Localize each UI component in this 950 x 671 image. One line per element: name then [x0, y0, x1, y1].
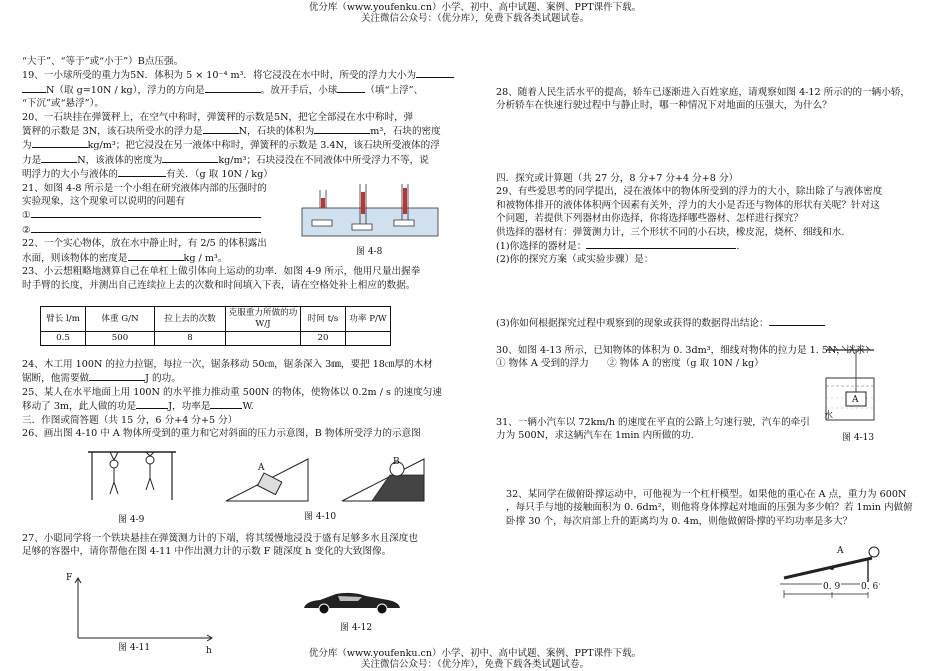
q25-line1: 25、某人在水平地面上用 100N 的水平推力推动重 500N 的物体，使物体以 0.2m / s 的速度匀速 — [22, 386, 442, 398]
q20-blank-5[interactable] — [162, 153, 218, 163]
q29-blank-materials[interactable] — [586, 239, 736, 249]
q20-line1: 20、一石块挂在弹簧秤上，在空气中称时，弹簧秤的示数是5N，把它全部浸在水中称时，弹 — [22, 111, 414, 123]
table-header-cell: 克服重力所做的功 W/J — [226, 307, 301, 332]
q19-line3: “下沉”或“悬浮”）。 — [22, 98, 104, 110]
table-header-row — [41, 307, 391, 332]
q27-line2: 足够的容器中，请你帮他在图 4-11 中作出测力计的示数 F 随深度 h 变化的大致图像。 — [22, 546, 392, 558]
right-column-6 — [506, 488, 936, 528]
q19-blank-1b[interactable] — [22, 83, 46, 93]
figure-4-10-caption: 图 4-10 — [304, 512, 337, 522]
q22-line2: 水面，则该物体的密度是 kg / m³。 — [22, 252, 228, 264]
q23-line1: 23、小云想粗略地测算自己在单杠上做引体向上运动的功率．如图 4-9 所示，他用尺量出握拳 — [22, 266, 421, 278]
figure-4-13-caption: 图 4-13 — [842, 433, 875, 443]
table-header-cell: 体重 G/N — [86, 307, 155, 332]
right-column-5 — [496, 416, 826, 443]
q18-tail: “大于”、“等于”或“小于”）B点压强。 — [22, 56, 184, 67]
figure-4-8-caption: 图 4-8 — [356, 247, 383, 257]
q29-line6: (2)你的探究方案（或实验步骤）是： — [496, 254, 654, 266]
q20-blank-2[interactable] — [314, 124, 370, 134]
q29-line1: 29、有些爱思考的同学提出，浸在液体中的物体所受到的浮力的大小，除出除了与液体密度 — [496, 186, 883, 198]
q29-line3: 个问题，若提供下列器材由你选择，你将选择哪些器材、怎样进行探究？ — [496, 213, 803, 225]
q29-line4: 供选择的器材有：弹簧测力计，三个形状不同的小石块，橡皮泥，烧杯、细线和水. — [496, 226, 845, 238]
q21-blank-2[interactable] — [31, 223, 261, 233]
q25-line2: 移动了 3m，此人做的功是 J，功率是 W. — [22, 401, 254, 413]
q32-line1: 32、某同学在做俯卧撑运动中，可他视为一个杠杆模型。如果他的重心在 A 点，重力为 600N — [506, 489, 907, 500]
q29-line2: 和被物体排开的液体体积两个因素有关外，浮力的大小是否还与物体的形状有关呢？针对这 — [496, 199, 880, 211]
dimension-0-6: 0. 6 — [861, 582, 879, 592]
axis-label-f: F — [66, 573, 73, 583]
figure-4-11-axes[interactable] — [68, 574, 216, 644]
table-row — [41, 332, 391, 346]
dimension-0-9: 0. 9 — [823, 582, 841, 592]
right-column-2 — [496, 172, 936, 267]
q19-blank-1[interactable] — [416, 68, 454, 78]
footer-line-1: 优分库（www.youfenku.cn）小学、初中、高中试题、案例、PPT课件下载。 — [308, 648, 642, 659]
q31-line2: 力为 500N，求这辆汽车在 1min 内所做的功. — [496, 430, 694, 442]
q30-line1: 30、如图 4-13 所示，已知物体的体积为 0. 3dm³，细线对物体的拉力是 1. 5N，试求： — [496, 345, 875, 356]
q28-line2: 分析轿车在快速行驶过程中与静止时，哪一种情况下对地面的压强大，为什么？ — [496, 100, 832, 112]
pushup-label-a: A — [837, 546, 844, 556]
table-cell: 20 — [301, 332, 346, 346]
q29-line7: (3)你如何根据探究过程中观察到的现象或获得的数据得出结论： — [496, 316, 936, 330]
table-header-cell: 拉上去的次数 — [155, 307, 226, 332]
q20-blank-3[interactable] — [32, 138, 88, 148]
q21-line2: 实验现象，这个现象可以说明的问题有 — [22, 196, 186, 208]
q20-line4: 力是 N，该液体的密度为 kg/m³；石块浸没在不同液体中所受浮力不等，说 — [22, 154, 429, 166]
q21-line1: 21、如图 4-8 所示是一个小组在研究液体内部的压强时的 — [22, 182, 267, 194]
q28-line1: 28、随着人民生活水平的提高，轿车已逐渐进入百姓家庭，请观察如图 4-12 所示的的一辆小轿， — [496, 87, 911, 98]
section-3-title: 三．作图或简答题（共 15 分，6 分+4 分+5 分） — [22, 414, 238, 426]
q24-line1: 24、木工用 100N 的拉力拉锯，每拉一次，锯条移动 50㎝，锯条深入 3㎜，要把 18㎝厚的木材 — [22, 359, 433, 370]
figure-4-12-car — [302, 590, 402, 616]
table-cell: 0.5 — [41, 332, 86, 346]
q23-line2: 时手臂的长度，并测出自己连续拉上去的次数和时间填入下表，请在空格处补上相应的数据。 — [22, 279, 416, 291]
q32-line2: ，每只手与地的接触面积为 0. 6dm²，则他将身体撑起对地面的压强为多少帕？若 1min 内做俯 — [506, 502, 913, 514]
q20-line5: 明浮力的大小与液体的 有关．（g 取 10N / kg） — [22, 169, 273, 181]
q20-blank-6[interactable] — [118, 167, 166, 177]
left-column-3 — [22, 532, 452, 559]
q19-line2: N（取 g=10N / kg），浮力的方向是 。放开手后，小球 （填“上浮”、 — [22, 83, 452, 97]
q19-line1: 19、一小球所受的重力为5N．体积为 5 × 10⁻⁴ m³．将它浸没在水中时，所受的浮力大小为 — [22, 68, 452, 82]
figure-4-9 — [84, 446, 180, 502]
q29-line5: (1)你选择的器材是： . — [496, 241, 740, 253]
page-header — [0, 2, 950, 24]
q22-blank[interactable] — [128, 251, 184, 261]
figure-4-9-caption: 图 4-9 — [118, 515, 145, 525]
right-column — [496, 86, 936, 113]
q27-line1: 27、小聪同学将一个铁块悬挂在弹簧测力计的下端，将其缓慢地浸没于盛有足够多水且深度也 — [22, 533, 418, 544]
table-header-cell: 时间 t/s — [301, 307, 346, 332]
table-cell-power[interactable] — [346, 332, 391, 346]
table-header-cell: 功率 P/W — [346, 307, 391, 332]
footer-line-2: 关注微信公众号：（优分库），免费下载各类试题试卷。 — [360, 659, 589, 670]
q29-blank-conclusion[interactable] — [769, 316, 825, 326]
section-4-title: 四．探究或计算题（共 27 分，8 分+7 分+4 分+8 分） — [496, 173, 739, 184]
header-line-1: 优分库（www.youfenku.cn）小学、初中、高中试题、案例、PPT课件下载。 — [308, 2, 642, 13]
q20-line2: 簧秤的示数是 3N，该石块所受水的浮力是 N，石块的体积为 m³，石块的密度 — [22, 126, 441, 138]
q30-line2: ① 物体 A 受到的浮力 ② 物体 A 的密度（g 取 10N / kg） — [496, 358, 764, 370]
q25-blank-2[interactable] — [210, 399, 242, 409]
header-line-2: 关注微信公众号：（优分库），免费下载各类试题试卷。 — [360, 13, 589, 24]
q19-blank-3[interactable] — [337, 83, 365, 93]
axis-label-h: h — [206, 646, 212, 656]
page-footer — [0, 648, 950, 670]
q31-line1: 31、一辆小汽车以 72km/h 的速度在平直的公路上匀速行驶，汽车的牵引 — [496, 417, 810, 428]
q32-line3: 卧撑 30 个，每次肩部上升的距离均为 0. 4m，则他做俯卧撑的平均功率是多大？ — [506, 515, 853, 527]
right-column-3 — [496, 316, 936, 330]
figure-4-11-caption: 图 4-11 — [118, 643, 151, 653]
q20-blank-1[interactable] — [203, 124, 239, 134]
figure-4-12-caption: 图 4-12 — [340, 623, 373, 633]
q25-blank-1[interactable] — [136, 399, 168, 409]
q21-line3: ① — [22, 208, 452, 222]
figure-4-13-label-a: A — [852, 395, 859, 405]
label-a: A — [258, 463, 265, 473]
data-table — [40, 306, 391, 346]
q21-blank-1[interactable] — [31, 208, 261, 218]
left-column — [22, 55, 452, 292]
q22-line1: 22、一个实心物体，放在水中静止时，有 2/5 的体积露出 — [22, 238, 267, 250]
figure-4-8 — [300, 178, 440, 240]
q24-line2: 锯断，他需要做 J 的功。 — [22, 373, 181, 385]
table-cell: 8 — [155, 332, 226, 346]
table-cell: 500 — [86, 332, 155, 346]
q20-blank-4[interactable] — [41, 153, 77, 163]
block-a — [258, 473, 282, 495]
table-cell-work[interactable] — [226, 332, 301, 346]
label-b: B — [393, 457, 400, 467]
q20-line3: 为 kg/m³；把它浸没在另一液体中称时，弹簧秤的示数是 3.4N，该石块所受液体的浮 — [22, 140, 440, 152]
table-header-cell: 臂长 l/m — [41, 307, 86, 332]
figure-4-13-label-water: 水 — [824, 411, 834, 421]
q21-line4: ② — [22, 223, 452, 237]
left-column-2 — [22, 358, 452, 440]
q26-line: 26、画出图 4-10 中 A 物体所受到的重力和它对斜面的压力示意图，B 物体所受浮力的示意图 — [22, 428, 421, 440]
q19-blank-2[interactable] — [205, 83, 261, 93]
q24-blank[interactable] — [89, 371, 145, 381]
